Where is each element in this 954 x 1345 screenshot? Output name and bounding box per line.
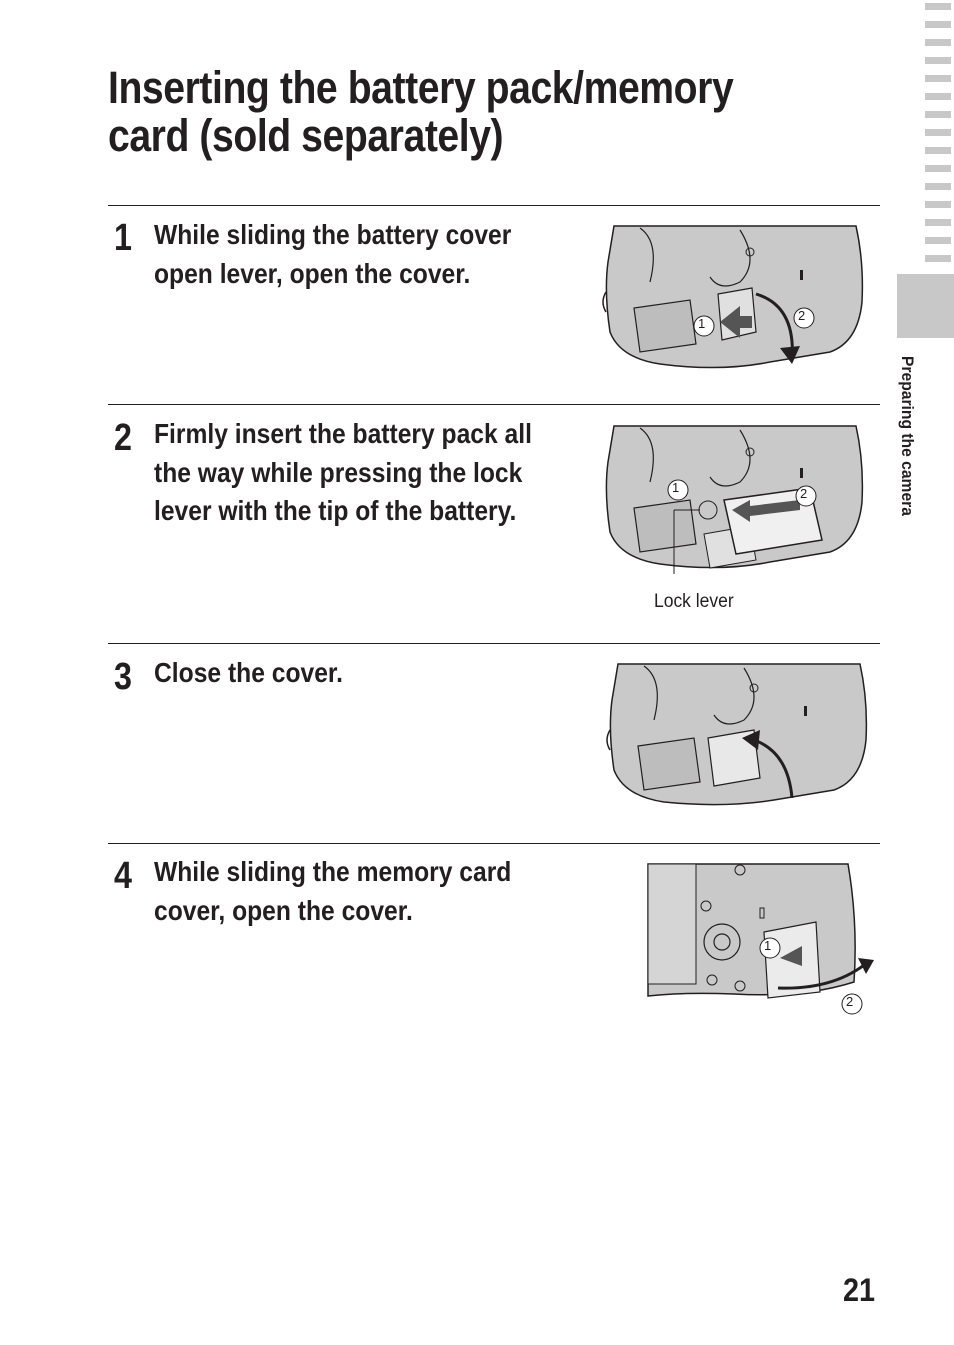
page-number: 21 xyxy=(843,1272,876,1308)
step-number: 4 xyxy=(114,855,132,897)
camera-battery-cover-illustration xyxy=(600,222,870,372)
callout-1: 1 xyxy=(764,938,772,953)
callout-2: 2 xyxy=(846,994,854,1009)
step-divider xyxy=(108,643,880,644)
step-instruction: Close the cover. xyxy=(154,657,343,688)
step-number: 2 xyxy=(114,417,132,459)
step-instruction: While sliding the memory card cover, open the cover. xyxy=(154,856,512,926)
side-index-tab xyxy=(897,274,954,338)
page-title: Inserting the battery pack/memory card (sold separately) xyxy=(108,62,734,161)
battery-insertion-illustration xyxy=(600,422,870,574)
callout-1: 1 xyxy=(672,480,680,495)
side-index-stripes xyxy=(925,0,951,270)
step-divider xyxy=(108,404,880,405)
step-number: 1 xyxy=(114,217,132,259)
lock-lever-label: Lock lever xyxy=(654,591,734,612)
callout-2: 2 xyxy=(798,308,806,323)
close-cover-illustration xyxy=(604,660,870,808)
section-side-label: Preparing the camera xyxy=(898,356,917,516)
memory-card-cover-illustration xyxy=(644,862,880,1022)
step-number: 3 xyxy=(114,656,132,698)
callout-2: 2 xyxy=(800,486,808,501)
callout-1: 1 xyxy=(698,316,706,331)
step-instruction: Firmly insert the battery pack all the way while pressing the lock lever with the tip of the battery. xyxy=(154,418,532,526)
step-divider xyxy=(108,205,880,206)
step-instruction: While sliding the battery cover open lever, open the cover. xyxy=(154,219,512,289)
step-divider xyxy=(108,843,880,844)
